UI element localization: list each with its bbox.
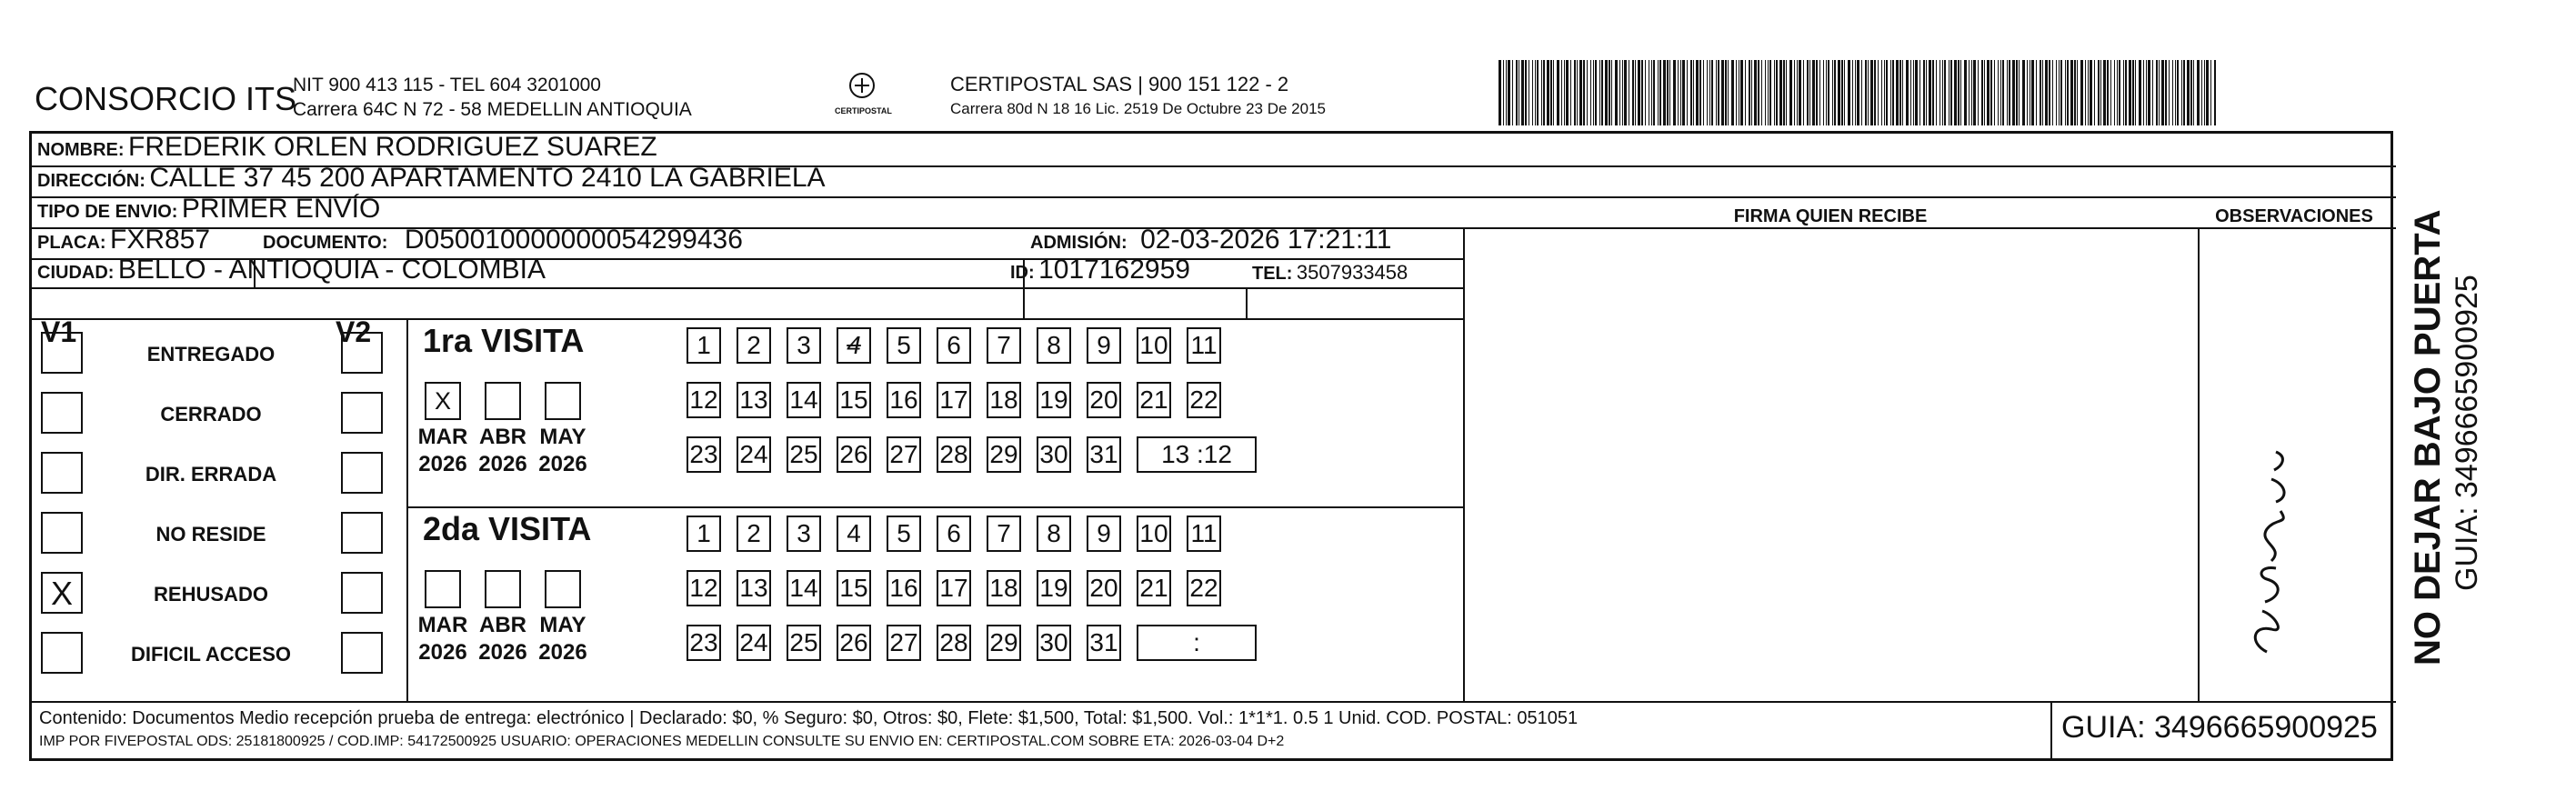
documento-row [263, 225, 743, 255]
placa-label: PLACA: [37, 233, 106, 253]
day-box[interactable]: 1 [687, 516, 721, 552]
day-box[interactable]: 13 [737, 570, 771, 606]
id-label: ID: [1010, 263, 1035, 283]
day-box[interactable] [837, 327, 871, 364]
day-box[interactable]: 2 [737, 327, 771, 364]
day-box[interactable]: 28 [937, 625, 971, 661]
company-nit: NIT 900 413 115 - TEL 604 3201000 [293, 75, 601, 95]
day-box[interactable]: 1 [687, 327, 721, 364]
placa-row [37, 225, 210, 255]
day-box[interactable]: 25 [787, 625, 821, 661]
certipostal-address: Carrera 80d N 18 16 Lic. 2519 De Octubre 23 De 2015 [950, 100, 1326, 117]
v2-checkbox[interactable] [341, 452, 383, 494]
day-box[interactable]: 5 [887, 516, 921, 552]
day-box[interactable]: 30 [1037, 625, 1071, 661]
day-box[interactable]: 20 [1087, 570, 1121, 606]
admision-label: ADMISIÓN: [1030, 233, 1128, 253]
nombre-row [37, 132, 657, 163]
ciudad-value: BELLO - ANTIOQUIA - COLOMBIA [117, 255, 546, 285]
firma-header: FIRMA QUIEN RECIBE [1733, 206, 1928, 226]
hour-field[interactable]: : [1137, 625, 1257, 661]
day-box[interactable]: 9 [1087, 327, 1121, 364]
status-label: DIR. ERRADA [145, 463, 277, 486]
signature [2240, 434, 2303, 661]
day-box[interactable]: 28 [937, 436, 971, 473]
day-box[interactable]: 12 [687, 382, 721, 418]
day-box[interactable]: 27 [887, 625, 921, 661]
day-box[interactable]: 11 [1187, 516, 1221, 552]
ciudad-label: CIUDAD: [37, 263, 115, 283]
tel-value: 3507933458 [1296, 261, 1408, 284]
company-info [293, 73, 692, 122]
day-box[interactable]: 19 [1037, 382, 1071, 418]
day-box[interactable]: 23 [687, 625, 721, 661]
status-label: DIFICIL ACCESO [130, 643, 291, 666]
id-value: 1017162959 [1038, 255, 1190, 285]
day-box[interactable]: 21 [1137, 382, 1171, 418]
day-box[interactable]: 5 [887, 327, 921, 364]
status-label: CERRADO [160, 403, 262, 426]
day-box[interactable]: 26 [837, 436, 871, 473]
day-box[interactable]: 10 [1137, 516, 1171, 552]
month-label: ABR 2026 [478, 613, 527, 665]
direccion-value: CALLE 37 45 200 APARTAMENTO 2410 LA GABRIELA [149, 163, 826, 193]
certipostal-info [950, 73, 1326, 118]
admision-row [1030, 225, 1391, 255]
day-box[interactable]: 17 [937, 382, 971, 418]
day-box[interactable]: 3 [787, 516, 821, 552]
status-label: ENTREGADO [146, 343, 276, 365]
v1-header: V1 [41, 315, 77, 348]
direccion-label: DIRECCIÓN: [37, 171, 145, 191]
id-row [1010, 255, 1190, 285]
admision-value: 02-03-2026 17:21:11 [1140, 225, 1392, 255]
tel-label: TEL: [1252, 264, 1293, 284]
day-box[interactable]: 14 [787, 382, 821, 418]
tipo-label: TIPO DE ENVIO: [37, 202, 178, 222]
marked-day: 4 [847, 331, 861, 359]
documento-label: DOCUMENTO: [263, 233, 388, 253]
status-label: NO RESIDE [155, 523, 266, 546]
day-box[interactable]: 15 [837, 382, 871, 418]
footer-guia: GUIA: 3496665900925 [2061, 710, 2378, 745]
barcode [1498, 60, 2224, 125]
nombre-value: FREDERIK ORLEN RODRIGUEZ SUAREZ [128, 132, 657, 162]
day-box[interactable]: 29 [987, 625, 1021, 661]
day-box[interactable]: 12 [687, 570, 721, 606]
v2-checkbox[interactable] [341, 572, 383, 614]
footer-contenido: Contenido: Documentos Medio recepción prueba de entrega: electrónico | Declarado: $0, % Seguro: $0, Otros: $0, Flete: $1,500, Total: $1,500. Vol.: 1*1*1. 0.5 1 Unid. COD. POSTAL: 051051 [39, 708, 1579, 728]
day-box[interactable]: 18 [987, 382, 1021, 418]
day-box[interactable]: 23 [687, 436, 721, 473]
logo-text: CERTIPOSTAL [835, 106, 892, 115]
documento-value: D050010000000054299436 [404, 225, 743, 255]
day-box[interactable]: 4 [837, 516, 871, 552]
day-box[interactable]: 21 [1137, 570, 1171, 606]
v2-header: V2 [336, 315, 372, 348]
day-box[interactable]: 30 [1037, 436, 1071, 473]
day-box[interactable]: 9 [1087, 516, 1121, 552]
tipo-value: PRIMER ENVÍO [181, 194, 381, 224]
day-box[interactable]: 24 [737, 625, 771, 661]
day-box[interactable]: 14 [787, 570, 821, 606]
observaciones-header: OBSERVACIONES [2215, 206, 2373, 226]
day-box[interactable]: 7 [987, 327, 1021, 364]
month-label: MAR 2026 [417, 613, 468, 665]
day-box[interactable]: 27 [887, 436, 921, 473]
placa-value: FXR857 [110, 225, 211, 255]
ciudad-row [37, 255, 546, 285]
v1-checkbox[interactable]: X [41, 572, 83, 614]
v1-checkbox[interactable] [41, 512, 83, 554]
day-box[interactable]: 10 [1137, 327, 1171, 364]
visit-title: 2da VISITA [423, 510, 592, 547]
month-label: ABR 2026 [478, 425, 527, 476]
day-box[interactable]: 18 [987, 570, 1021, 606]
delivery-form [29, 131, 2393, 761]
day-box[interactable]: 25 [787, 436, 821, 473]
side-guia: GUIA: 3496665900925 [2450, 275, 2484, 591]
day-box[interactable]: 24 [737, 436, 771, 473]
v2-checkbox[interactable] [341, 512, 383, 554]
day-box[interactable]: 22 [1187, 570, 1221, 606]
hour-field[interactable]: 13 :12 [1137, 436, 1257, 473]
tipo-row [37, 194, 380, 225]
day-box[interactable]: 2 [737, 516, 771, 552]
month-checkbox[interactable] [545, 382, 581, 420]
day-box[interactable]: 6 [937, 516, 971, 552]
day-box[interactable]: 6 [937, 327, 971, 364]
v2-checkbox[interactable] [341, 332, 383, 374]
company-address: Carrera 64C N 72 - 58 MEDELLIN ANTIOQUIA [293, 99, 692, 120]
month-checkbox[interactable] [545, 570, 581, 608]
day-box[interactable]: 26 [837, 625, 871, 661]
day-box[interactable]: 7 [987, 516, 1021, 552]
v2-checkbox[interactable] [341, 632, 383, 674]
day-box[interactable]: 3 [787, 327, 821, 364]
v1-checkbox[interactable] [41, 632, 83, 674]
v1-checkbox[interactable] [41, 332, 83, 374]
day-box[interactable]: 19 [1037, 570, 1071, 606]
month-checkbox[interactable]: X [425, 382, 461, 420]
month-label: MAY 2026 [538, 425, 587, 476]
nombre-label: NOMBRE: [37, 140, 125, 160]
company-name: CONSORCIO ITS [35, 80, 297, 117]
month-label: MAY 2026 [538, 613, 587, 665]
month-checkbox[interactable] [485, 570, 521, 608]
day-box[interactable]: 17 [937, 570, 971, 606]
status-label: REHUSADO [154, 583, 268, 606]
footer-imp: IMP POR FIVEPOSTAL ODS: 25181800925 / COD.IMP: 54172500925 USUARIO: OPERACIONES MEDELLIN CONSULTE SU ENVIO EN: CERTIPOSTAL.COM SOBRE ETA: 2026-03-04 D+2 [39, 734, 1285, 749]
tel-row [1252, 261, 1408, 285]
month-label: MAR 2026 [417, 425, 468, 476]
month-checkbox[interactable] [425, 570, 461, 608]
day-box[interactable]: 13 [737, 382, 771, 418]
day-box[interactable]: 20 [1087, 382, 1121, 418]
no-dejar-bajo-puerta: NO DEJAR BAJO PUERTA [2408, 209, 2448, 666]
month-checkbox[interactable] [485, 382, 521, 420]
certipostal-logo-icon [844, 71, 880, 102]
direccion-row [37, 163, 826, 194]
v1-checkbox[interactable] [41, 452, 83, 494]
certipostal-line: CERTIPOSTAL SAS | 900 151 122 - 2 [950, 73, 1289, 95]
day-box[interactable]: 31 [1087, 625, 1121, 661]
certipostal-logo [835, 71, 892, 115]
day-box[interactable]: 8 [1037, 516, 1071, 552]
visit-title: 1ra VISITA [423, 322, 585, 359]
v1-checkbox[interactable] [41, 392, 83, 434]
day-box[interactable]: 31 [1087, 436, 1121, 473]
day-box[interactable]: 22 [1187, 382, 1221, 418]
day-box[interactable]: 15 [837, 570, 871, 606]
v2-checkbox[interactable] [341, 392, 383, 434]
day-box[interactable]: 11 [1187, 327, 1221, 364]
day-box[interactable]: 16 [887, 382, 921, 418]
day-box[interactable]: 29 [987, 436, 1021, 473]
day-box[interactable]: 16 [887, 570, 921, 606]
day-box[interactable]: 8 [1037, 327, 1071, 364]
